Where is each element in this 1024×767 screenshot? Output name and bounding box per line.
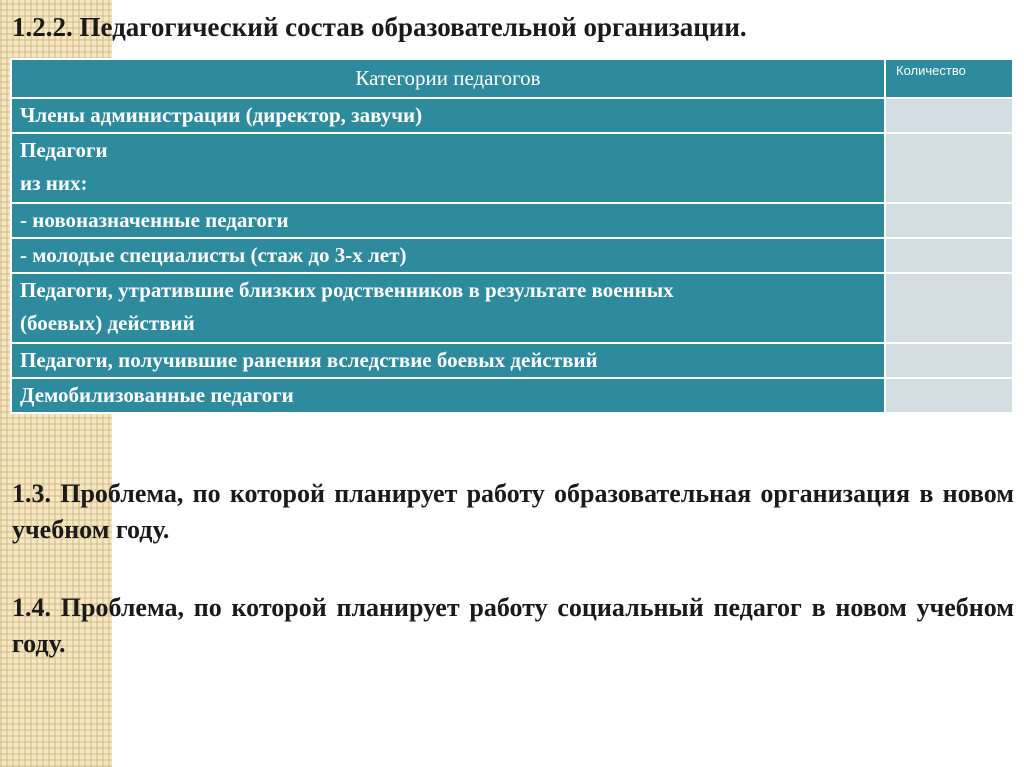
category-subtext: из них: — [20, 171, 88, 195]
category-text: Педагоги — [20, 138, 108, 162]
category-text: Демобилизованные педагоги — [20, 383, 294, 407]
quantity-cell[interactable] — [884, 274, 1014, 344]
paragraph-1-4: 1.4. Проблема, по которой планирует работу социальный педагог в новом учебном году. — [12, 593, 1014, 658]
table-row — [10, 134, 1014, 204]
header-quantity: Количество — [884, 58, 1014, 99]
category-text: Педагоги, получившие ранения вследствие боевых действий — [20, 348, 598, 372]
section-heading: 1.2.2. Педагогический состав образовательной организации. — [12, 12, 747, 42]
table-row — [10, 379, 1014, 414]
quantity-cell[interactable] — [884, 134, 1014, 204]
quantity-cell[interactable] — [884, 379, 1014, 414]
category-cell — [10, 344, 884, 379]
quantity-cell[interactable] — [884, 239, 1014, 274]
category-cell — [10, 134, 884, 204]
quantity-cell[interactable] — [884, 204, 1014, 239]
paragraph-1-3: 1.3. Проблема, по которой планирует работу образовательная организация в новом учебном году. — [12, 479, 1014, 544]
category-subtext: (боевых) действий — [20, 311, 195, 335]
table-row — [10, 239, 1014, 274]
table-row — [10, 344, 1014, 379]
header-category: Категории педагогов — [10, 58, 884, 99]
category-cell — [10, 274, 884, 344]
pedagogical-staff-table — [10, 58, 1014, 414]
table-row — [10, 204, 1014, 239]
table-row — [10, 99, 1014, 134]
category-text: - новоназначенные педагоги — [20, 208, 289, 232]
category-text: Члены администрации (директор, завучи) — [20, 103, 423, 127]
table-header-row — [10, 58, 1014, 99]
category-text: Педагоги, утратившие близких родственников в результате военных — [20, 278, 674, 302]
quantity-cell[interactable] — [884, 99, 1014, 134]
category-text: - молодые специалисты (стаж до 3-х лет) — [20, 243, 407, 267]
table-row — [10, 274, 1014, 344]
quantity-cell[interactable] — [884, 344, 1014, 379]
category-cell — [10, 99, 884, 134]
category-cell — [10, 204, 884, 239]
category-cell — [10, 379, 884, 414]
category-cell — [10, 239, 884, 274]
